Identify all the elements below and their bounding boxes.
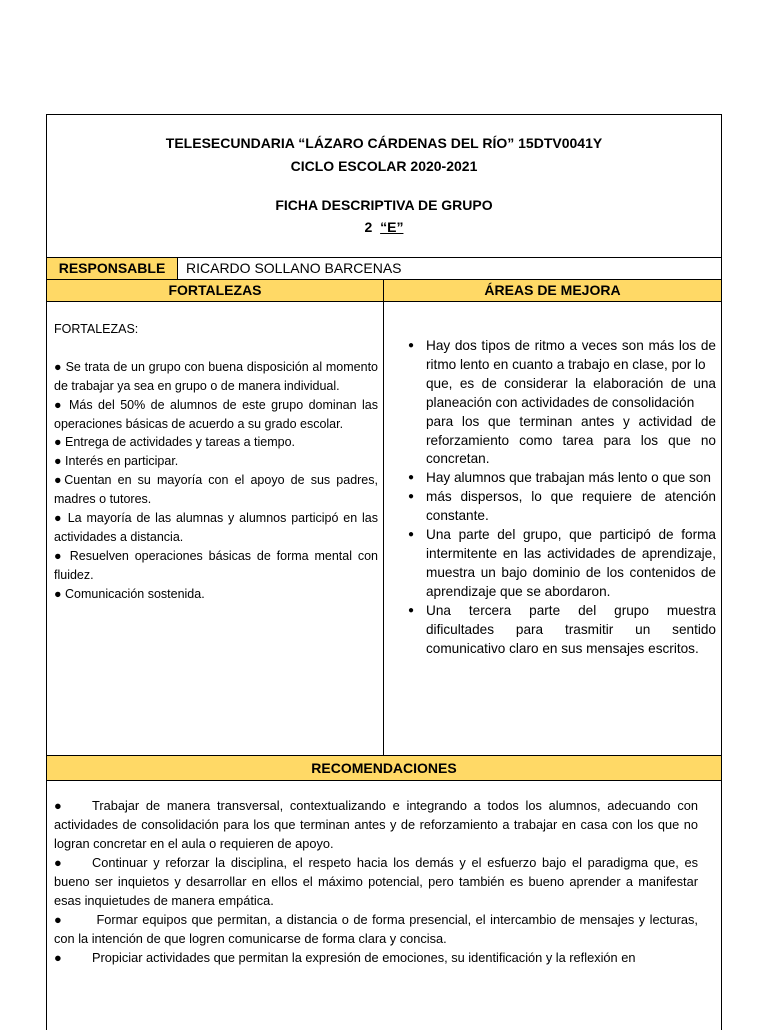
school-cycle: CICLO ESCOLAR 2020-2021 xyxy=(290,158,478,174)
grade-number: 2 xyxy=(364,219,373,235)
fortaleza-item: ●Cuentan en su mayoría con el apoyo de sus padres, madres o tutores. xyxy=(54,473,378,507)
areas-mejora-list xyxy=(408,337,716,658)
area-mejora-item: ● Una tercera parte del grupo muestra dificultades para trasmitir un sentido comunicativo claro en sus mensajes escritos. xyxy=(408,602,716,656)
fortaleza-item: ● Se trata de un grupo con buena disposición al momento de trabajar ya sea en grupo o de manera individual. xyxy=(54,359,378,393)
fortaleza-item: ● Entrega de actividades y tareas a tiempo. xyxy=(54,435,296,450)
responsable-value: RICARDO SOLLANO BARCENAS xyxy=(177,257,722,280)
responsable-row xyxy=(46,257,722,280)
school-name: TELESECUNDARIA “LÁZARO CÁRDENAS DEL RÍO” 15DTV0041Y xyxy=(165,135,603,151)
fortalezas-title: FORTALEZAS: xyxy=(54,322,139,336)
area-mejora-item: ● Hay alumnos que trabajan más lento o que son xyxy=(408,469,716,488)
areas-mejora-text xyxy=(408,337,716,658)
fortalezas-header: FORTALEZAS xyxy=(46,279,384,302)
area-mejora-item: ● más dispersos, lo que requiere de atención constante. xyxy=(408,489,716,524)
responsable-label: RESPONSABLE xyxy=(46,257,178,280)
area-mejora-item: ● Una parte del grupo, que participó de forma intermitente en las actividades de aprendizaje, muestra un bajo dominio de los contenidos de aprendizaje que se abordaron. xyxy=(408,527,716,599)
area-mejora-item: ● Hay dos tipos de ritmo a veces son más los de ritmo lento en cuanto a trabajo en clase, por lo que, es de considerar la elaboración de una planeación con actividades de consolidación para los que terminan antes y actividad de reforzamiento como tarea para los que no concretan. xyxy=(408,338,716,467)
bullet-icon: ● xyxy=(408,529,415,541)
group-letter: “E” xyxy=(380,219,404,235)
fortaleza-item: ● Resuelven operaciones básicas de forma mental con fluidez. xyxy=(54,548,378,582)
recomendacion-item: ● Continuar y reforzar la disciplina, el respeto hacia los demás y el esfuerzo bajo el paradigma que, es bueno ser inquietos y desarrollar en ellos el máximo potencial, pero también es bueno aprender a manifestar esas inquietudes de manera empática. xyxy=(54,855,698,908)
document-header xyxy=(46,114,722,257)
fortaleza-item: ● La mayoría de las alumnas y alumnos participó en las actividades a distancia. xyxy=(54,511,378,544)
area-mejora-continuation: para los que terminan antes y actividad de reforzamiento como tarea para los que no concretan. xyxy=(426,413,716,467)
fortaleza-item: ● Comunicación sostenida. xyxy=(54,586,205,601)
recomendacion-item: ● Formar equipos que permitan, a distancia o de forma presencial, el intercambio de mensajes y lecturas, con la intención de que logren comunicarse de forma clara y concisa. xyxy=(54,912,698,946)
group-line xyxy=(47,219,721,235)
bullet-icon: ● xyxy=(408,604,415,616)
bullet-icon: ● xyxy=(408,472,415,484)
area-mejora-continuation: que, es de considerar la elaboración de una planeación con actividades de consolidación xyxy=(426,375,716,410)
recomendaciones-cell xyxy=(46,780,722,1030)
document-page xyxy=(46,114,722,1024)
bullet-icon: ● xyxy=(54,950,62,965)
bullet-icon: ● xyxy=(408,340,415,351)
bullet-icon: ● xyxy=(408,491,415,503)
fortalezas-text xyxy=(54,320,378,604)
recomendaciones-header: RECOMENDACIONES xyxy=(46,755,722,781)
fortaleza-item: ● Más del 50% de alumnos de este grupo dominan las operaciones básicas de acuerdo a su grado escolar. xyxy=(54,397,378,431)
fortalezas-cell xyxy=(46,301,384,756)
fortaleza-item: ● Interés en participar. xyxy=(54,454,179,469)
document-title: FICHA DESCRIPTIVA DE GRUPO xyxy=(275,197,493,213)
recomendacion-item: ● Trabajar de manera transversal, contextualizando e integrando a todos los alumnos, adecuando con actividades de consolidación para los que terminan antes y de reforzamiento a trabajar en casa con los que no logran concretar en el aula o requieren de apoyo. xyxy=(54,798,698,851)
bullet-icon: ● xyxy=(54,855,62,870)
recomendaciones-text xyxy=(54,796,698,967)
bullet-icon: ● xyxy=(54,912,62,927)
areas-mejora-cell xyxy=(383,301,722,756)
recomendacion-item: ● Propiciar actividades que permitan la expresión de emociones, su identificación y la reflexión en xyxy=(54,950,636,965)
bullet-icon: ● xyxy=(54,798,62,813)
areas-mejora-header: ÁREAS DE MEJORA xyxy=(383,279,722,302)
